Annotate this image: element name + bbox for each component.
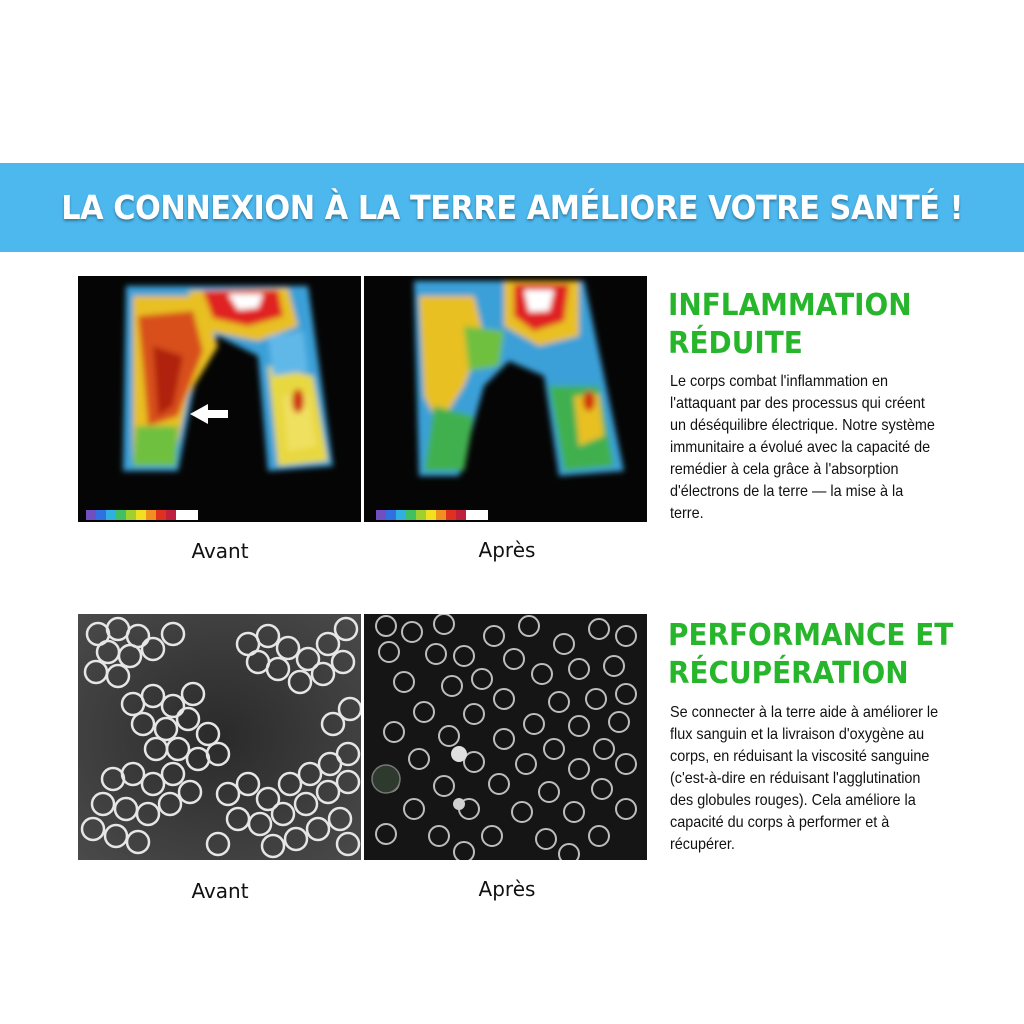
thermal-before-graphic xyxy=(78,276,361,522)
inflammation-heading xyxy=(668,287,984,363)
performance-heading-line2: RÉCUPÉRATION xyxy=(668,656,909,691)
performance-heading-line1: PERFORMANCE ET xyxy=(668,618,954,653)
header-banner xyxy=(0,163,1024,252)
performance-body: Se connecter à la terre aide à améliorer le flux sanguin et la livraison d'oxygène au corps, en réduisant la viscosité sanguine (c'est-à-dire en réduisant l'agglutination des globules rouges). Cela améliore la capacité du corps à performer et à récupérer. xyxy=(670,704,939,853)
blood-before-label: Avant xyxy=(191,879,249,903)
blood-before-image xyxy=(78,614,361,860)
thermal-before-label: Avant xyxy=(191,539,249,563)
inflammation-body: Le corps combat l'inflammation en l'attaquant par des processus qui créent un déséquilibre électrique. Notre système immunitaire a évolué avec la capacité de remédier à cela grâce à l'absorption d'électrons de la terre — la mise à la terre. xyxy=(670,373,935,522)
blood-after-graphic xyxy=(364,614,647,860)
banner-title: LA CONNEXION À LA TERRE AMÉLIORE VOTRE SANTÉ ! xyxy=(61,188,963,227)
inflammation-heading-line1: INFLAMMATION xyxy=(668,288,912,323)
blood-before-graphic xyxy=(78,614,361,860)
thermal-after-image xyxy=(364,276,647,522)
thermal-after-label: Après xyxy=(478,538,536,562)
performance-heading xyxy=(668,617,984,693)
blood-after-label: Après xyxy=(478,877,536,901)
inflammation-heading-line2: RÉDUITE xyxy=(668,326,803,361)
blood-after-image xyxy=(364,614,647,860)
thermal-after-graphic xyxy=(364,276,647,522)
thermal-before-image xyxy=(78,276,361,522)
